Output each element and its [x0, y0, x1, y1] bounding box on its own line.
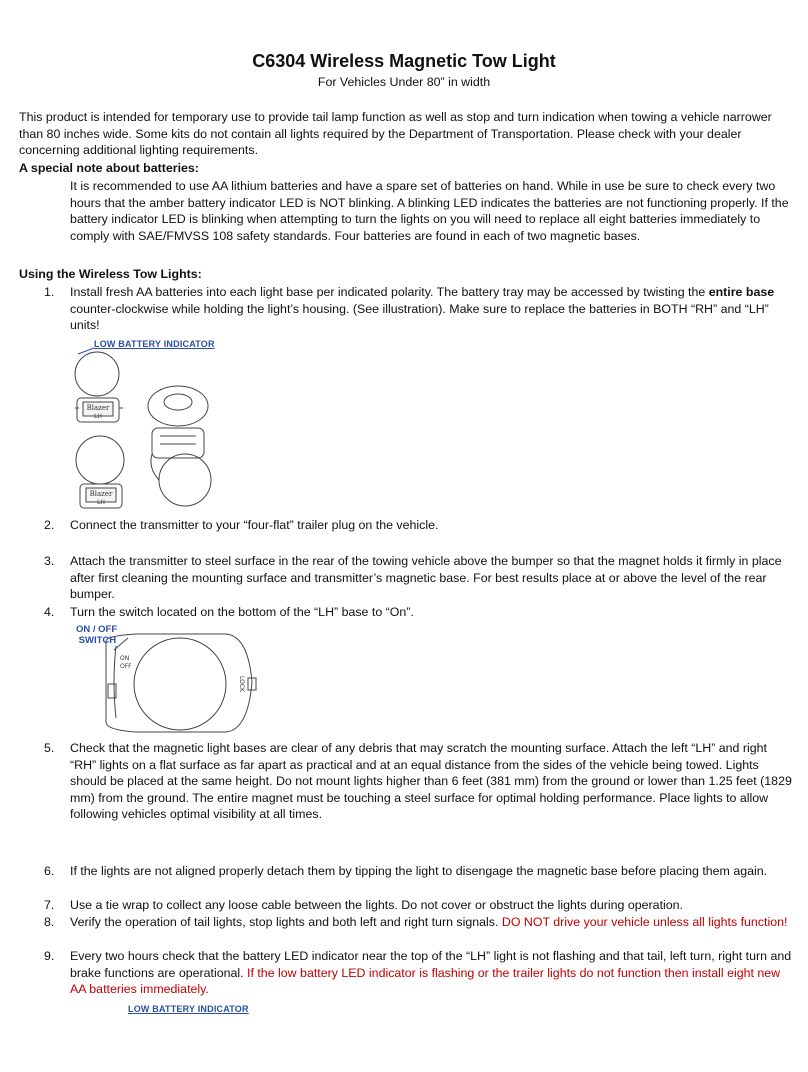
base-side-text: LH [94, 413, 102, 420]
switch-off-text: OFF [120, 663, 132, 670]
special-note-body: It is recommended to use AA lithium batteries and have a spare set of batteries on hand. While in use be sure to check every two hours that the amber battery indicator LED is NOT blinking. A blinking LED indicates the batteries are not functioning properly. If the battery indicator LED is blinking when attempting to turn the lights on you will need to replace all eight batteries immediately to comply with SAE/FMVSS 108 safety standards. Four batteries are found in each of two magnetic bases. [70, 179, 789, 243]
step-5-text: Check that the magnetic light bases are clear of any debris that may scratch the mounting surface. Attach the left “LH” and right “RH” lights on a flat surface as far apart as practical and at an equal distance from the sides of the vehicle being towed. Lights should be placed at the same height. Do not mount lights higher than 6 feet (381 mm) from the ground or lower than 1.25 feet (1829 mm) from the ground. The entire magnet must be touching a steel surface for optimal holding performance. Place lights to allow following vehicles optimal visibility at all times. [70, 741, 792, 822]
step-number: 1. [44, 285, 55, 299]
step-number: 5. [44, 741, 55, 755]
step-1-bold: entire base [708, 285, 775, 299]
step-1-part-b: counter-clockwise while holding the light’s housing. (See illustration). Make sure to replace the batteries in BOTH “RH” and “LH” units! [70, 301, 769, 333]
using-heading: Using the Wireless Tow Lights: [19, 267, 202, 281]
step-9-part: Every two hours check that the battery LED indicator near the top of the “LH” light is not flashing and that tail, left turn, right turn and brake functions are operational. [70, 949, 792, 980]
battery-drawing-icon [70, 336, 240, 514]
step-2-text: Connect the transmitter to your “four-flat” trailer plug on the vehicle. [70, 518, 439, 532]
switch-on-text: ON [120, 655, 130, 662]
document-subtitle: For Vehicles Under 80” in width [317, 75, 491, 89]
step-1-text [70, 284, 792, 334]
battery-illustration [70, 336, 240, 514]
switch-illustration [76, 622, 266, 740]
step-number: 2. [44, 518, 55, 532]
svg-text:Blazer: Blazer [89, 490, 113, 498]
step-9-warning: If the low battery LED indicator is flashing or the trailer lights do not function then install eight new AA batteries immediately. [70, 965, 781, 997]
step-8-text [70, 914, 792, 931]
step-4-text: Turn the switch located on the bottom of the “LH” base to “On”. [70, 605, 414, 619]
step-8-warning: DO NOT drive your vehicle unless all lights function! [501, 915, 788, 929]
step-number: 8. [44, 915, 55, 929]
step-9-text [70, 948, 792, 998]
lock-text: LOCK [238, 676, 245, 692]
step-1-part-a: Install fresh AA batteries into each light base per indicated polarity. The battery tray may be accessed by twisting the [70, 285, 709, 299]
step-7-text: Use a tie wrap to collect any loose cable between the lights. Do not cover or obstruct the lights during operation. [70, 898, 683, 912]
bottom-low-battery-label: LOW BATTERY INDICATOR [128, 1004, 249, 1014]
step-number: 3. [44, 554, 55, 568]
step-number: 7. [44, 898, 55, 912]
intro-paragraph: This product is intended for temporary use to provide tail lamp function as well as stop and turn indication when towing a vehicle narrower than 80 inches wide. Some kits do not contain all lights required by the Department of Transportation. Please check with your dealer concerning additional lighting requirements. [19, 110, 772, 158]
low-battery-indicator-label: LOW BATTERY INDICATOR [94, 339, 215, 349]
step-3-text: Attach the transmitter to steel surface in the rear of the towing vehicle above the bumper so that the magnet holds it firmly in place after first cleaning the mounting surface and transmitter’s magnetic base. For best results place at or above the level of the rear bumper. [70, 554, 782, 602]
step-number: 9. [44, 949, 55, 963]
step-number: 6. [44, 864, 55, 878]
svg-text:LH: LH [97, 499, 105, 506]
special-note-heading: A special note about batteries: [19, 161, 199, 175]
document-title: C6304 Wireless Magnetic Tow Light [252, 51, 556, 71]
base-brand-text: Blazer [86, 404, 110, 412]
step-number: 4. [44, 605, 55, 619]
on-off-switch-label: ON / OFF SWITCH [76, 624, 118, 646]
step-8-part: Verify the operation of tail lights, stop lights and both left and right turn signals. [70, 915, 502, 929]
step-6-text: If the lights are not aligned properly detach them by tipping the light to disengage the magnetic base before placing them again. [70, 864, 768, 878]
